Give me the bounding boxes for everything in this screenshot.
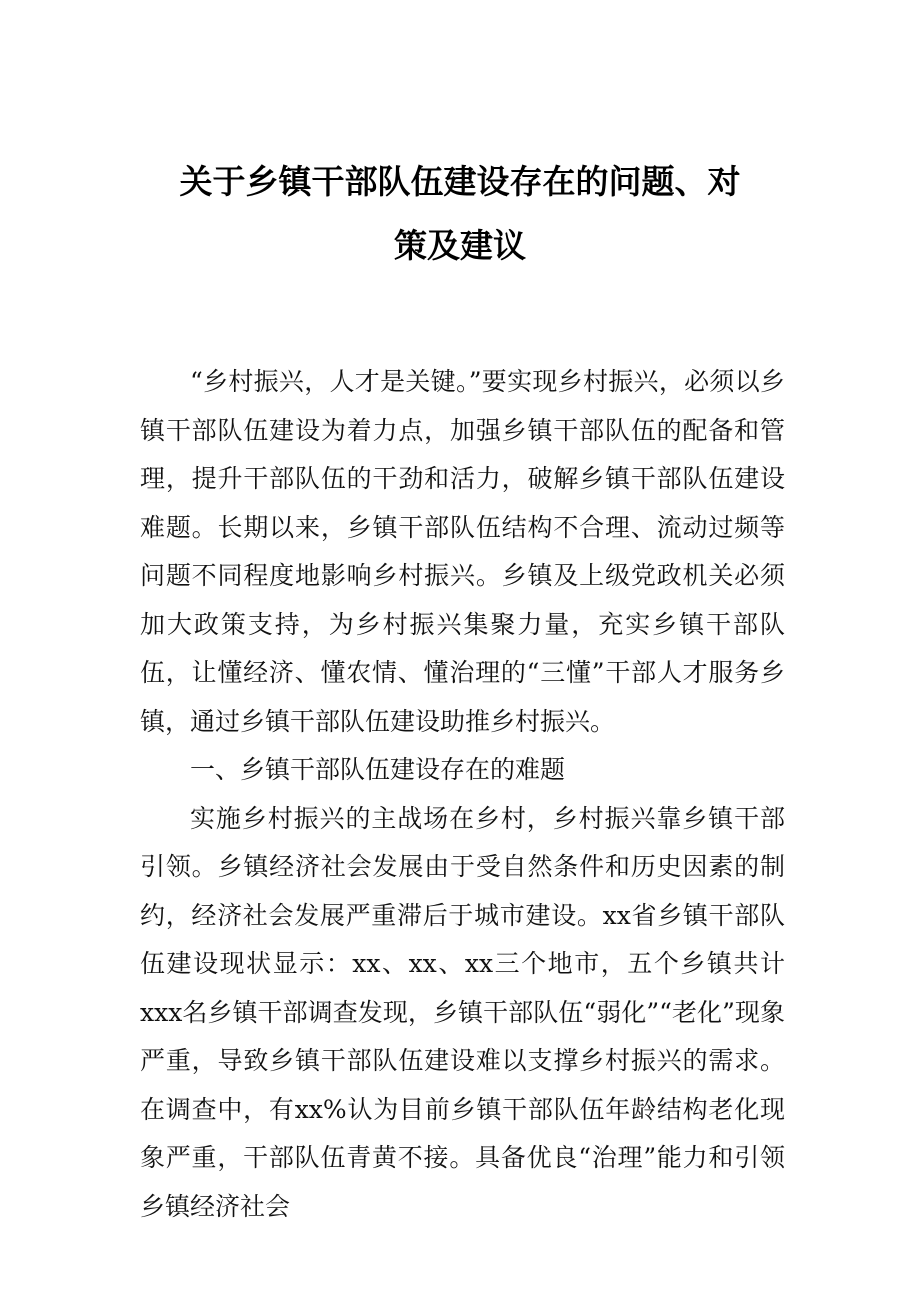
title-line-1: 关于乡镇干部队伍建设存在的问题、对 <box>179 162 741 201</box>
section-heading: 一、乡镇干部队伍建设存在的难题 <box>190 755 566 784</box>
document-body <box>140 358 785 1231</box>
paragraph-section-1: 实施乡村振兴的主战场在乡村，乡村振兴靠乡镇干部引领。乡镇经济社会发展由于受自然条件和历史因素的制约，经济社会发展严重滞后于城市建设。xx省乡镇干部队伍建设现状显示：xx、xx、xx三个地市，五个乡镇共计xxx名乡镇干部调查发现，乡镇干部队伍“弱化”“老化”现象严重，导致乡镇干部队伍建设难以支撑乡村振兴的需求。在调查中，有xx%认为目前乡镇干部队伍年龄结构老化现象严重，干部队伍青黄不接。具备优良“治理”能力和引领乡镇经济社会 <box>140 803 785 1221</box>
paragraph-intro: “乡村振兴，人才是关键。”要实现乡村振兴，必须以乡镇干部队伍建设为着力点，加强乡镇干部队伍的配备和管理，提升干部队伍的干劲和活力，破解乡镇干部队伍建设难题。长期以来，乡镇干部队伍结构不合理、流动过频等问题不同程度地影响乡村振兴。乡镇及上级党政机关必须加大政策支持，为乡村振兴集聚力量，充实乡镇干部队伍，让懂经济、懂农情、懂治理的“三懂”干部人才服务乡镇，通过乡镇干部队伍建设助推乡村振兴。 <box>140 367 785 736</box>
title-line-2: 策及建议 <box>394 226 526 265</box>
document-title <box>140 150 780 278</box>
